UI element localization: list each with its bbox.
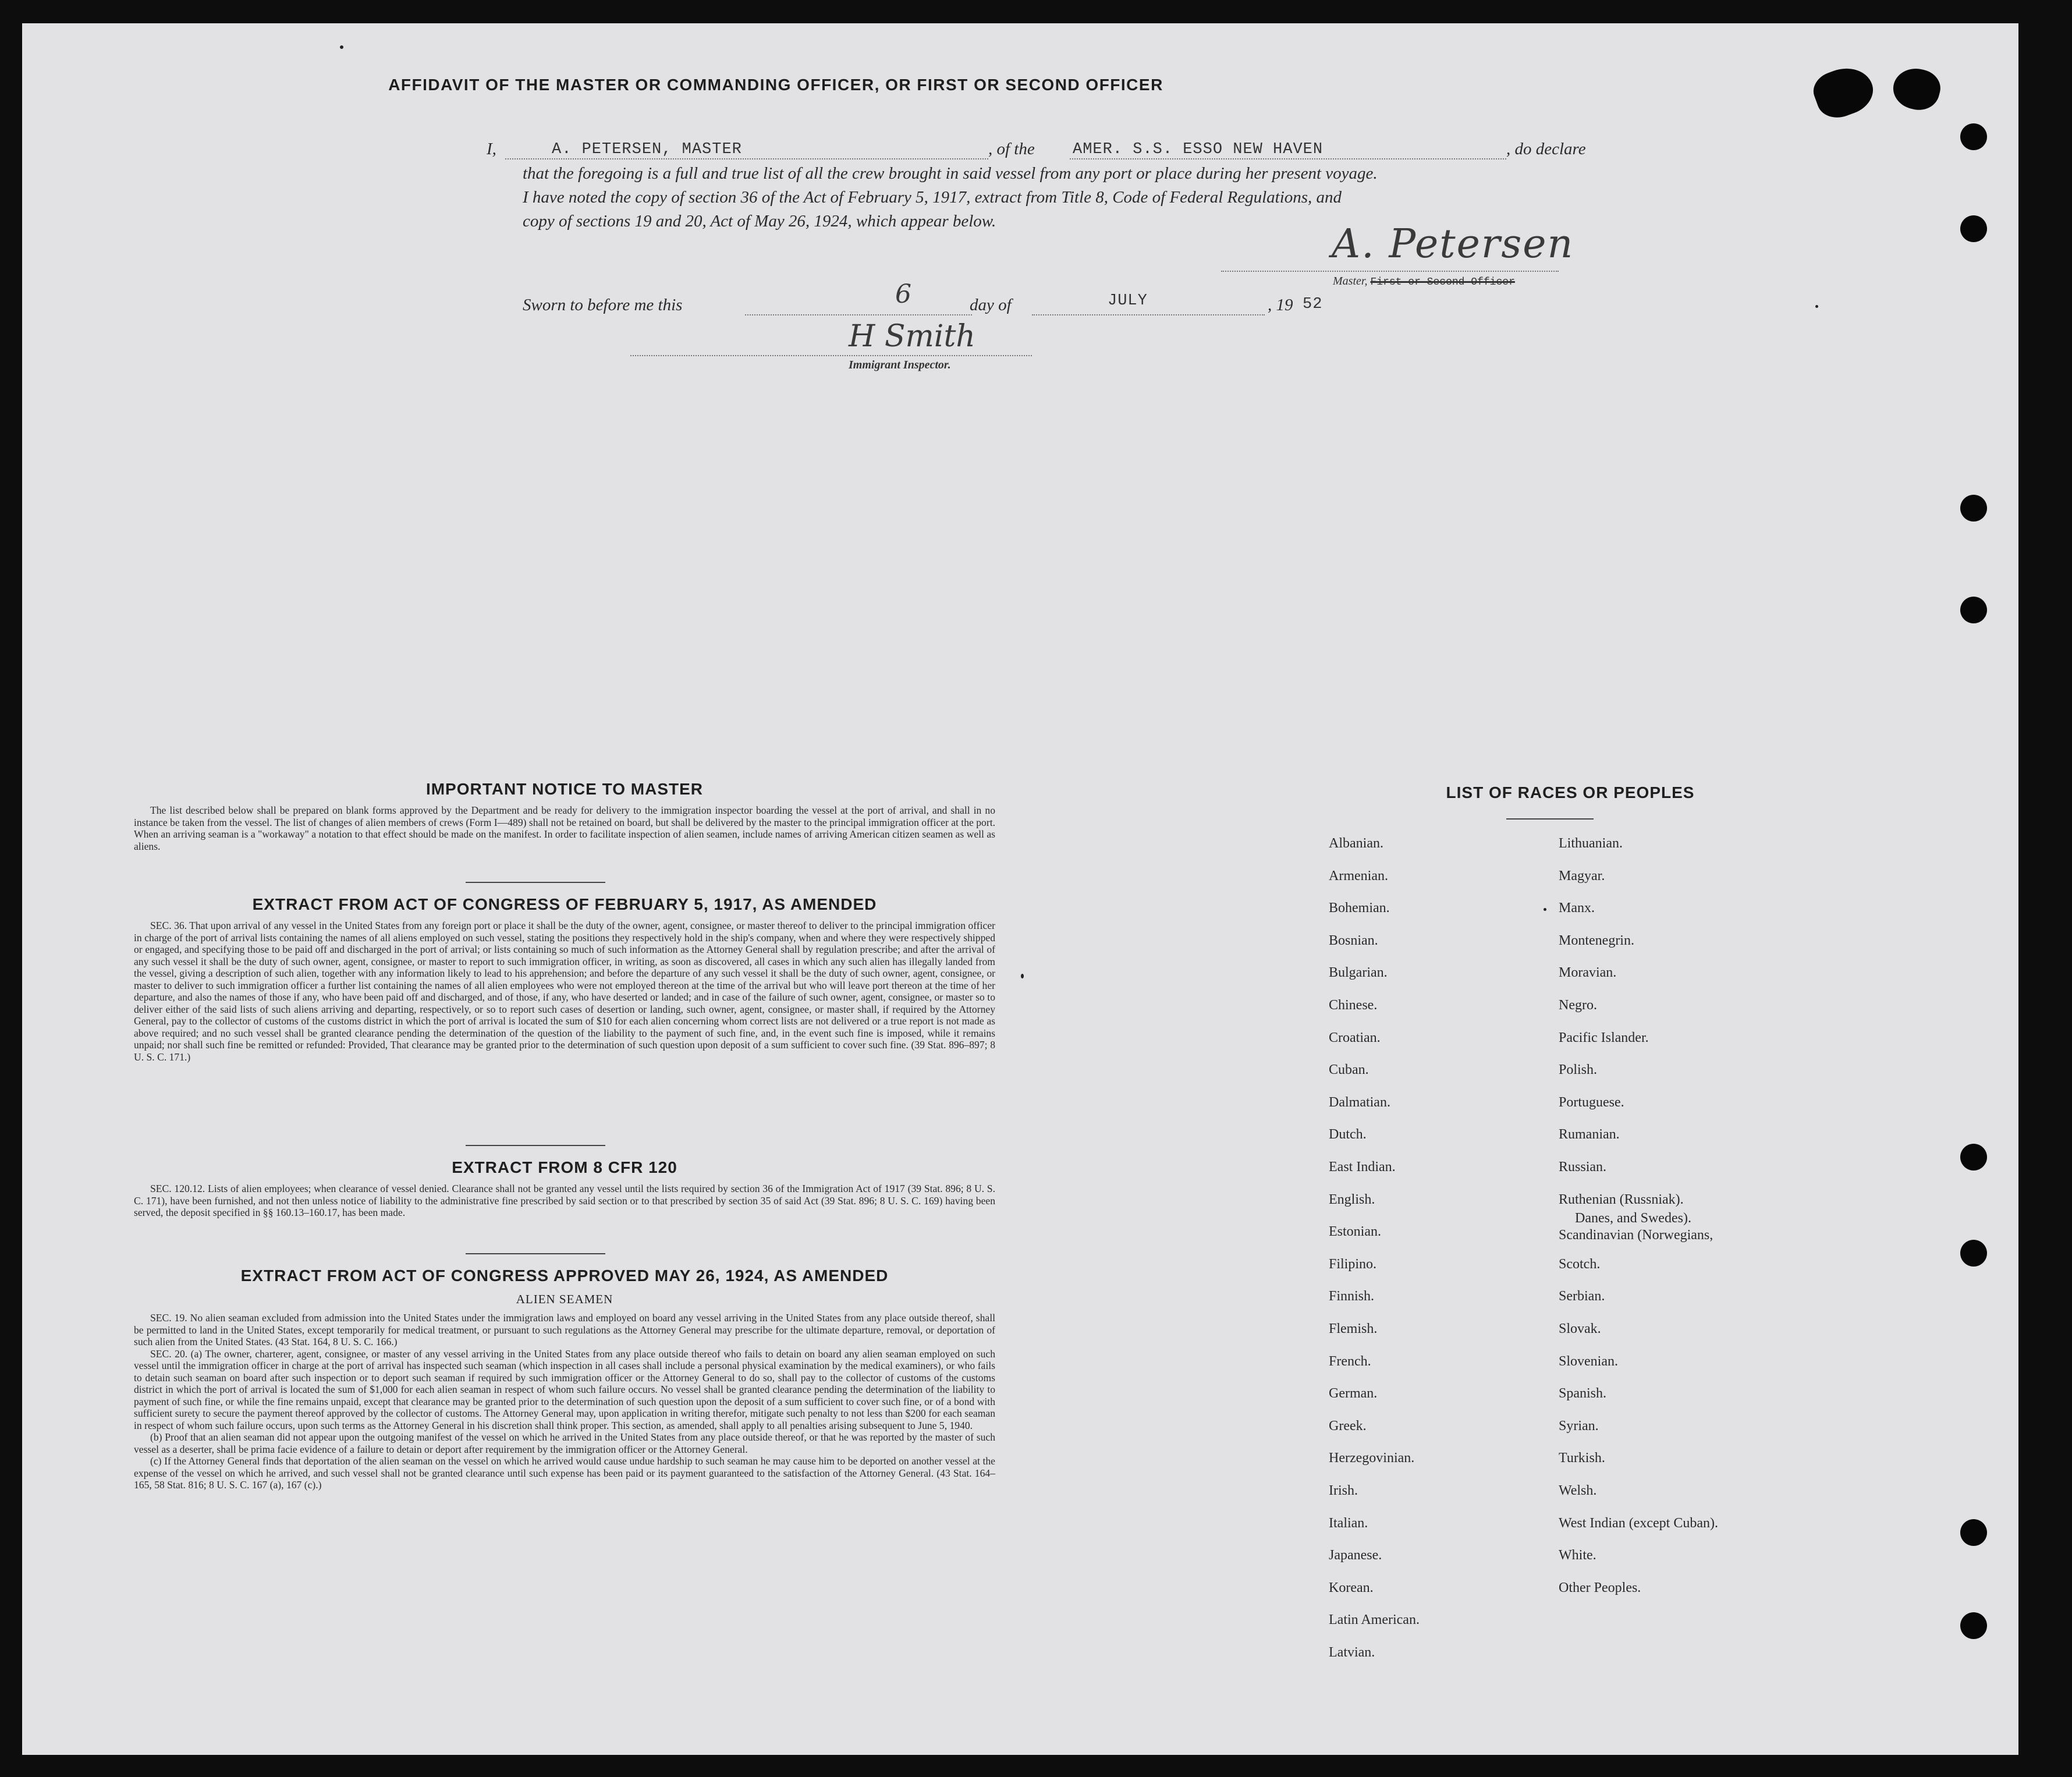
- day-dotline: [745, 314, 972, 315]
- race-item: Greek.: [1329, 1418, 1367, 1434]
- rule-3: [466, 1253, 605, 1254]
- punch-hole: [1960, 495, 1987, 522]
- race-item: Welsh.: [1559, 1483, 1597, 1498]
- sworn-month: JULY: [1108, 292, 1148, 310]
- extract1924-body: [134, 1312, 995, 1491]
- race-item: Portuguese.: [1559, 1094, 1624, 1110]
- punch-hole: [1960, 1612, 1987, 1639]
- do-declare-text: , do declare: [1506, 140, 1586, 158]
- race-item: Montenegrin.: [1559, 932, 1634, 948]
- race-item: Italian.: [1329, 1515, 1368, 1531]
- sworn-prefix: Sworn to before me this: [523, 296, 683, 314]
- speck: [1815, 305, 1818, 308]
- declaration-line-3: I have noted the copy of section 36 of the Act of February 5, 1917, extract from Title 8, Code of Federal Regulations, and: [523, 188, 1342, 207]
- year-prefix: , 19: [1268, 296, 1293, 314]
- race-item: White.: [1559, 1548, 1596, 1563]
- race-item: Danes, and Swedes).: [1575, 1210, 1691, 1226]
- punch-hole: [1960, 1240, 1987, 1267]
- speck: [340, 45, 343, 49]
- struck-officer-text: First or Second Officer: [1370, 276, 1515, 288]
- race-item: Other Peoples.: [1559, 1580, 1641, 1595]
- declaration-line-4: copy of sections 19 and 20, Act of May 26, 1924, which appear below.: [523, 212, 996, 230]
- extract1917-heading: EXTRACT FROM ACT OF CONGRESS OF FEBRUARY 5, 1917, AS AMENDED: [252, 895, 877, 913]
- sworn-day: 6: [895, 279, 911, 309]
- race-item: Negro.: [1559, 998, 1597, 1013]
- race-item: Finnish.: [1329, 1289, 1375, 1304]
- affidavit-title: AFFIDAVIT OF THE MASTER OR COMMANDING OFFICER, OR FIRST OR SECOND OFFICER: [388, 76, 1163, 94]
- cfr-heading: EXTRACT FROM 8 CFR 120: [452, 1158, 677, 1176]
- race-item: Dalmatian.: [1329, 1094, 1390, 1110]
- race-item: Rumanian.: [1559, 1127, 1620, 1143]
- race-item: Scotch.: [1559, 1256, 1601, 1272]
- race-item: Moravian.: [1559, 965, 1617, 981]
- punch-hole: [1960, 597, 1987, 623]
- sec20c-text: (c) If the Attorney General finds that deportation of the alien seaman on the vessel on which he arrived would cause undue hardship to such seaman he may cause him to be deported on another vessel at the expense of the vessel on which he arrived, and such vessel shall not be granted clearance until such expense has been paid or its payment guaranteed to the satisfaction of the Attorney General. (43 Stat. 164–165, 58 Stat. 816; 8 U. S. C. 167 (a), 167 (c).): [134, 1455, 995, 1491]
- rule-1: [466, 882, 605, 883]
- notice-text: The list described below shall be prepared on blank forms approved by the Department and be ready for delivery to the immigration inspector boarding the vessel at the port of arrival, and shall in no instance be taken from the vessel. The list of changes of alien members of crews (Form I—489) shall not be retained on board, but shall be delivered by the master to the principal immigration officer at the port. When an arriving seaman is a "workaway" a notation to that effect should be made on the manifest. In order to facilitate inspection of alien seamen, include names of arriving American citizen seamen as well as aliens.: [134, 804, 995, 852]
- race-item: English.: [1329, 1191, 1375, 1207]
- race-item: Filipino.: [1329, 1256, 1377, 1272]
- race-item: Serbian.: [1559, 1289, 1605, 1304]
- race-item: Magyar.: [1559, 868, 1605, 884]
- notice-heading: IMPORTANT NOTICE TO MASTER: [425, 780, 704, 798]
- declaration-prefix: I,: [487, 140, 496, 158]
- sec20a-text: SEC. 20. (a) The owner, charterer, agent, consignee, or master of any vessel arriving in the United States from any place outside thereof who fails to detain on board any alien seaman employed on such vessel until the immigration officer in charge at the port of arrival has inspected such seaman (which inspection in all cases shall include a personal physical examination by the medical examiners), or who fails to detain such seaman on board after such inspection or to deport such seaman if required by such immigration officer or the Attorney General to do so, shall pay to the collector of customs of the customs district in which the port of arrival is located the sum of $1,000 for each alien seaman in respect of whom such failure occurs. No vessel shall be granted clearance pending the determination of the liability to payment of such fine, or while the fine remains unpaid, except that clearance may be granted prior to the determination of such question upon the deposit of a sum sufficient to cover such fine, or of a bond with sufficient surety to secure the payment thereof approved by the collector of customs. The Attorney General may, upon application in writing therefor, mitigate such penalty to not less than $200 for each seaman in respect of whom such failure occurs, upon such terms as the Attorney General in his discretion shall think proper. This section, as amended, shall apply to all penalties arising subsequent to June 5, 1940.: [134, 1347, 995, 1431]
- master-name: A. PETERSEN, MASTER: [552, 141, 742, 158]
- race-item: Korean.: [1329, 1580, 1374, 1595]
- declaration-line-2: that the foregoing is a full and true list of all the crew brought in said vessel from any port or place during her present voyage.: [523, 164, 1378, 183]
- race-item: Slovenian.: [1559, 1353, 1618, 1369]
- speck: [1544, 908, 1546, 911]
- vessel-name: AMER. S.S. ESSO NEW HAVEN: [1073, 141, 1324, 158]
- race-item: Chinese.: [1329, 998, 1378, 1013]
- speck: [1021, 974, 1024, 978]
- race-item: Armenian.: [1329, 868, 1388, 884]
- race-item: Spanish.: [1559, 1386, 1607, 1402]
- race-item: Cuban.: [1329, 1062, 1369, 1078]
- race-item: Ruthenian (Russniak).: [1559, 1191, 1684, 1207]
- punch-hole: [1960, 123, 1987, 150]
- inspector-dotline: [630, 355, 1032, 356]
- race-item: Syrian.: [1559, 1418, 1599, 1434]
- race-item: East Indian.: [1329, 1159, 1396, 1175]
- of-the-text: , of the: [988, 140, 1035, 158]
- master-signature: A. Petersen: [1332, 221, 1574, 267]
- race-item: Turkish.: [1559, 1450, 1605, 1466]
- sworn-year: 52: [1303, 296, 1323, 313]
- race-item: Estonian.: [1329, 1224, 1381, 1240]
- document-sheet: [22, 23, 2018, 1755]
- inspector-caption: Immigrant Inspector.: [849, 359, 951, 371]
- punch-hole: [1960, 215, 1987, 242]
- master-caption: [1333, 275, 1515, 288]
- ink-blot: [1889, 63, 1944, 115]
- race-item: Bohemian.: [1329, 900, 1390, 916]
- inspector-signature: H Smith: [849, 319, 975, 354]
- race-item: Bulgarian.: [1329, 965, 1388, 981]
- race-item: Slovak.: [1559, 1321, 1601, 1336]
- race-item: Russian.: [1559, 1159, 1607, 1175]
- vessel-dotline: [1070, 158, 1506, 159]
- sec19-text: SEC. 19. No alien seaman excluded from admission into the United States under the immigration laws and employed on board any vessel arriving in the United States from any place outside thereof, shall be permitted to land in the United States, except temporarily for medical treatment, or pursuant to such regulations as the Attorney General may prescribe for the ultimate departure, removal, or deportation of such alien from the United States. (43 Stat. 164, 8 U. S. C. 166.): [134, 1312, 995, 1347]
- sec20b-text: (b) Proof that an alien seaman did not appear upon the outgoing manifest of the vessel on which he arrived in the United States from any place outside thereof, or that he was reported by the master of such vessel as a deserter, shall be prima facie evidence of a failure to detain or deport after requirement by the immigration officer or the Attorney General.: [134, 1431, 995, 1455]
- race-item: Manx.: [1559, 900, 1595, 916]
- race-item: Scandinavian (Norwegians,: [1559, 1228, 1713, 1243]
- extract1924-heading: EXTRACT FROM ACT OF CONGRESS APPROVED MAY 26, 1924, AS AMENDED: [240, 1267, 889, 1285]
- extract1924-subheading: ALIEN SEAMEN: [516, 1292, 613, 1306]
- race-item: Irish.: [1329, 1483, 1358, 1498]
- month-dotline: [1032, 314, 1265, 315]
- master-caption-text: Master,: [1333, 275, 1368, 288]
- punch-hole: [1960, 1144, 1987, 1171]
- extract1917-text: SEC. 36. That upon arrival of any vessel in the United States from any foreign port or place it shall be the duty of the owner, agent, consignee, or master thereof to deliver to the principal immigration officer in charge of the port of arrival lists containing the names of all aliens employed on such vessel, stating the positions they respectively hold in the ship's company, when and where they were respectively shipped or engaged, and specifying those to be paid off and discharged in the port of arrival; or lists containing so much of such information as the Attorney General shall by regulation prescribe; and after the arrival of any such vessel it shall be the duty of such owner, agent, consignee, or master to report to such immigration officer, in writing, as soon as discovered, all cases in which any such alien has illegally landed from the vessel, giving a description of such alien, together with any information likely to lead to his apprehension; and before the departure of any such vessel it shall be the duty of such owner, agent, consignee, or master to deliver to such immigration officer a further list containing the names of all alien employees who were not employed thereon at the time of the arrival but who will leave port thereon at the time of her departure, and also the names of those if any, who have been paid off and discharged, and of those, if any, who have deserted or landed; and in case of the failure of such owner, agent, consignee, or master so to deliver either of the said lists of such aliens arriving and departing, respectively, or so to report such cases of desertion or landing, such owner, agent, consignee, or master shall, if required by the Attorney General, pay to the collector of customs of the customs district in which the port of arrival is located the sum of $10 for each alien concerning whom correct lists are not delivered or a true report is not made as above required; and no such vessel shall be granted clearance pending the determination of the question of the liability to the payment of such fine, and, in the event such fine is imposed, while it remains unpaid; nor shall such fine be remitted or refunded: Provided, That clearance may be granted prior to the determination of such question upon deposit of a sum sufficient to cover such fine. (39 Stat. 896–897; 8 U. S. C. 171.): [134, 920, 995, 1063]
- day-of-text: day of: [970, 296, 1012, 314]
- race-item: Pacific Islander.: [1559, 1030, 1649, 1045]
- ink-blot: [1808, 60, 1879, 123]
- races-rule: [1506, 818, 1594, 820]
- race-item: Herzegovinian.: [1329, 1450, 1415, 1466]
- race-item: Dutch.: [1329, 1127, 1367, 1143]
- race-item: Latin American.: [1329, 1612, 1420, 1628]
- race-item: German.: [1329, 1386, 1378, 1402]
- race-item: French.: [1329, 1353, 1371, 1369]
- race-item: Albanian.: [1329, 836, 1383, 851]
- race-item: Bosnian.: [1329, 932, 1378, 948]
- race-item: Flemish.: [1329, 1321, 1378, 1336]
- race-item: Croatian.: [1329, 1030, 1381, 1045]
- races-heading: LIST OF RACES OR PEOPLES: [1446, 783, 1695, 801]
- master-sig-dotline: [1221, 271, 1559, 272]
- rule-2: [466, 1145, 605, 1146]
- cfr-text: SEC. 120.12. Lists of alien employees; when clearance of vessel denied. Clearance shall not be granted any vessel until the lists required by section 36 of the Immigration Act of 1917 (39 Stat. 896; 8 U. S. C. 171), have been furnished, and not then unless notice of liability to the administrative fine prescribed by said section or to that prescribed by section 35 of said Act (39 Stat. 896; 8 U. S. C. 169) having been served, the deposit specified in §§ 160.13–160.17, has been made.: [134, 1183, 995, 1218]
- race-item: West Indian (except Cuban).: [1559, 1515, 1718, 1531]
- race-item: Lithuanian.: [1559, 836, 1623, 851]
- race-item: Japanese.: [1329, 1548, 1382, 1563]
- race-item: Latvian.: [1329, 1645, 1375, 1660]
- race-item: Polish.: [1559, 1062, 1598, 1078]
- punch-hole: [1960, 1519, 1987, 1546]
- name-dotline: [505, 158, 988, 159]
